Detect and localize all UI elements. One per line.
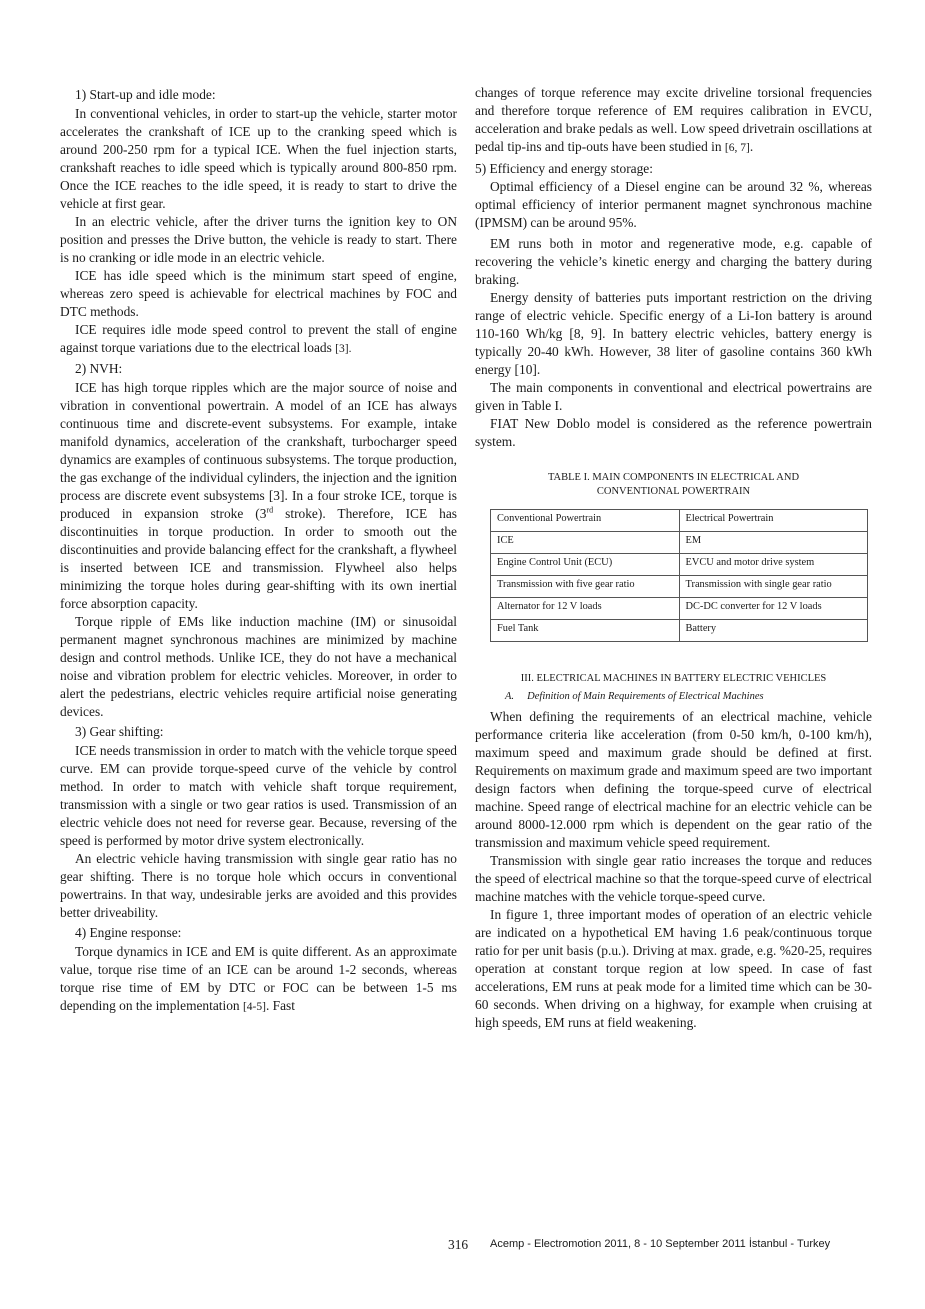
- table-row: [491, 510, 868, 532]
- table-cell: EM: [679, 532, 868, 554]
- table-row: [491, 532, 868, 554]
- table-cell: DC-DC converter for 12 V loads: [679, 598, 868, 620]
- page-footer: [0, 1237, 925, 1257]
- heading-efficiency: 5) Efficiency and energy storage:: [475, 161, 653, 176]
- paragraph: Torque ripple of EMs like induction machine (IM) or sinusoidal permanent magnet synchronous machines are minimized by machine design and control methods. Unlike ICE, they do not have a mechanical noise and vibration problem for electric vehicles. Moreover, in order to alert the pedestrians, electric vehicles require artificial noise generating devices.: [60, 614, 457, 719]
- paragraph: In an electric vehicle, after the driver turns the ignition key to ON position and presses the Drive button, the vehicle is ready to start. There is no cranking or idle mode in an electric vehicle.: [60, 214, 457, 265]
- paragraph: [60, 943, 457, 1016]
- paragraph: [60, 321, 457, 358]
- table-cell: ICE: [491, 532, 680, 554]
- paragraph: Transmission with single gear ratio increases the torque and reduces the speed of electrical machine so that the torque-speed curve of electrical machine matches with the vehicle torque-speed curve.: [475, 853, 872, 904]
- subsection-heading: [505, 690, 872, 704]
- paragraph-text: ICE requires idle mode speed control to prevent the stall of engine against torque variations due to the electrical loads: [60, 322, 457, 355]
- paragraph: [60, 379, 457, 613]
- paragraph: The main components in conventional and electrical powertrains are given in Table I.: [475, 380, 872, 413]
- paragraph-text: .: [749, 139, 754, 154]
- paragraph: An electric vehicle having transmission with single gear ratio has no gear shifting. There is no torque hole which occurs in conventional powertrains. In that way, undesirable jerks are avoided and this provides better driveability.: [60, 851, 457, 920]
- paragraph: [475, 84, 872, 157]
- subsection-title: Definition of Main Requirements of Electrical Machines: [527, 691, 764, 702]
- paragraph: ICE has idle speed which is the minimum start speed of engine, whereas zero speed is achievable for electrical machines by FOC and DTC methods.: [60, 268, 457, 319]
- table-row: [491, 576, 868, 598]
- subsection-label: A.: [505, 691, 515, 702]
- paragraph: Optimal efficiency of a Diesel engine can be around 32 %, whereas optimal efficiency of interior permanent magnet synchronous machine (IPMSM) can be around 95%.: [475, 179, 872, 230]
- table-cell: Alternator for 12 V loads: [491, 598, 680, 620]
- heading-startup-idle: 1) Start-up and idle mode:: [75, 87, 216, 102]
- paragraph: When defining the requirements of an electrical machine, vehicle performance criteria like acceleration (from 0-50 km/h, 0-100 km/h), maximum speed and maximum grade should be defined at first. Requirements on maximum grade and maximum speed are two important design factors when defining the torque-speed curve of electrical machine. Speed range of electrical machine for an electric vehicle can be around 8000-12.000 rpm which is dependent on the gear ratio of the transmission and maximum vehicle speed requirement.: [475, 709, 872, 850]
- citation: [3].: [335, 343, 352, 355]
- paragraph: In conventional vehicles, in order to start-up the vehicle, starter motor accelerates the crankshaft of ICE up to the cranking speed which is around 200-250 rpm for a typical ICE. When the fuel injection starts, crankshaft reaches to idle speed which is typically around 800-850 rpm. Once the ICE reaches to the idle speed, it is ready to start to drive the vehicle at first gear.: [60, 106, 457, 211]
- table-caption-line: CONVENTIONAL POWERTRAIN: [596, 486, 751, 497]
- heading-engine-response: 4) Engine response:: [75, 925, 182, 940]
- conference-info: Acemp - Electromotion 2011, 8 - 10 September 2011 İstanbul - Turkey: [490, 1238, 831, 1250]
- paragraph-text: stroke). Therefore, ICE has discontinuities in torque production. In order to smooth out the discontinuities and provide balancing effect for the crankshaft, a flywheel is inserted between ICE and transmission. Flywheel also helps minimizing the torque holes during gear-shifting with its own inertial force absorption capacity.: [60, 506, 457, 611]
- citation: [6, 7]: [724, 142, 750, 154]
- heading-nvh: 2) NVH:: [75, 361, 123, 376]
- paragraph: FIAT New Doblo model is considered as the reference powertrain system.: [475, 416, 872, 449]
- paragraph: Energy density of batteries puts important restriction on the driving range of electric vehicle. Specific energy of a Li-Ion battery is around 110-160 Wh/kg [8, 9]. In battery electric vehicles, battery energy is typically 20-40 kWh. However, 38 liter of gasoline contains 360 kWh energy [10].: [475, 290, 872, 377]
- right-column: [475, 84, 872, 1032]
- table-row: [491, 554, 868, 576]
- table-caption: [475, 471, 872, 499]
- table-cell: Engine Control Unit (ECU): [491, 554, 680, 576]
- table-row: [491, 620, 868, 642]
- components-table: [490, 509, 868, 642]
- paragraph: ICE needs transmission in order to match with the vehicle torque speed curve. EM can provide torque-speed curve of the vehicle by control method. In order to match with vehicle shaft torque requirement, transmission with a single or two gear ratios is used. Transmission of an electric vehicle does not need for reverse gear. Because, reversing of the speed is performed by motor drive system electronically.: [60, 743, 457, 848]
- paragraph-text: Torque dynamics in ICE and EM is quite different. As an approximate value, torque rise time of an ICE can be around 1-2 seconds, whereas torque rise time of EM by DTC or FOC can be between 1-5 ms depending on the implementation: [60, 944, 457, 1013]
- table-cell: Fuel Tank: [491, 620, 680, 642]
- paragraph-text: . Fast: [265, 998, 295, 1013]
- section-heading: III. ELECTRICAL MACHINES IN BATTERY ELECTRIC VEHICLES: [520, 673, 827, 684]
- table-cell: Transmission with five gear ratio: [491, 576, 680, 598]
- table-cell: Battery: [679, 620, 868, 642]
- paragraph: In figure 1, three important modes of operation of an electric vehicle are indicated on a hypothetical EM having 1.6 peak/continuous torque ratio for per unit basis (p.u.). Driving at max. grade, e.g. %20-25, requires operation at constant torque region at low speed. In case of fast accelerations, EM runs at peak mode for a limited time which can be 30-60 seconds. When driving on a highway, for example when cruising at high speeds, EM runs at field weakening.: [475, 907, 872, 1030]
- paragraph-text: ICE has high torque ripples which are the major source of noise and vibration in conventional powertrain. A model of an ICE has always continuous time and discrete-event subsystems. For example, intake manifold dynamics, acceleration of the crankshaft, turbocharger speed dynamics are examples of continuous subsystems. The torque production, the gas exchange of the individual cylinders, the injection and the ignition process are discrete event subsystems [3]. In a four stroke ICE, torque is produced in expansion stroke (3: [60, 380, 457, 521]
- table-cell: Electrical Powertrain: [679, 510, 868, 532]
- table-cell: EVCU and motor drive system: [679, 554, 868, 576]
- paragraph-text: changes of torque reference may excite driveline torsional frequencies and therefore torque reference of EM requires calibration in EVCU, acceleration and brake pedals as well. Low speed drivetrain oscillations at pedal tip-ins and tip-outs have been studied in: [475, 85, 872, 154]
- table-cell: Conventional Powertrain: [491, 510, 680, 532]
- table-caption-line: TABLE I. MAIN COMPONENTS IN ELECTRICAL AND: [547, 472, 800, 483]
- superscript: rd: [266, 505, 274, 515]
- citation: [4-5]: [242, 1001, 266, 1013]
- paragraph: EM runs both in motor and regenerative mode, e.g. capable of recovering the vehicle’s kinetic energy and charging the battery during braking.: [475, 236, 872, 287]
- page-number: 316: [448, 1237, 469, 1252]
- left-column: [60, 84, 457, 1016]
- table-cell: Transmission with single gear ratio: [679, 576, 868, 598]
- heading-gear-shifting: 3) Gear shifting:: [75, 724, 164, 739]
- table-row: [491, 598, 868, 620]
